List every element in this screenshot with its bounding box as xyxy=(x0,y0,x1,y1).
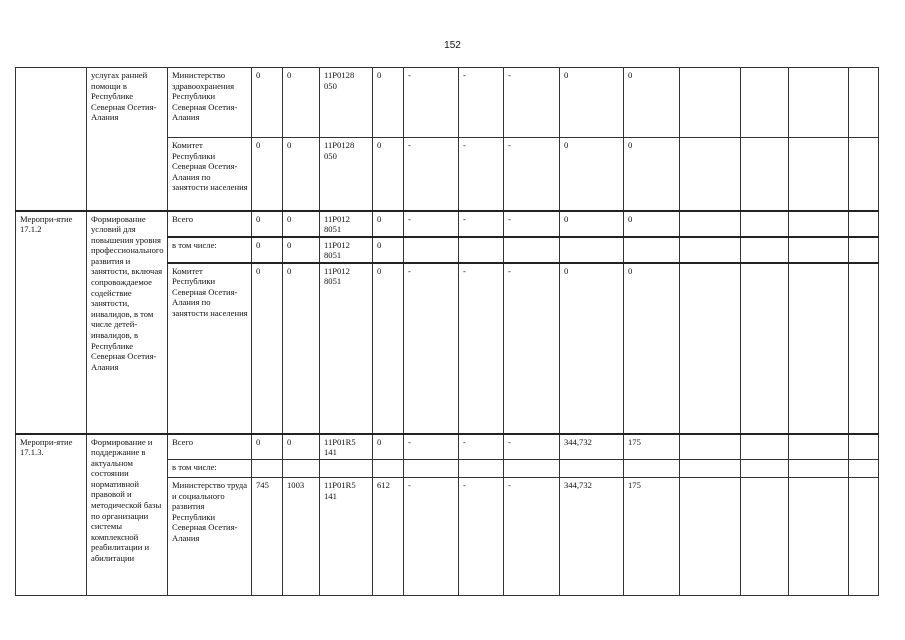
executor-cell: в том числе: xyxy=(168,237,252,263)
event-cell: Меропри-ятие 17.1.3. xyxy=(16,434,87,596)
value-cell xyxy=(624,460,680,478)
code-cell: 11Р012 8051 xyxy=(320,237,373,263)
empty-cell xyxy=(789,434,849,460)
empty-cell xyxy=(789,138,849,211)
empty-cell xyxy=(741,263,789,434)
value-cell: - xyxy=(504,138,560,211)
value-cell: - xyxy=(504,211,560,237)
value-cell: 0 xyxy=(560,68,624,138)
empty-cell xyxy=(741,68,789,138)
value-cell: 0 xyxy=(624,263,680,434)
empty-cell xyxy=(680,460,741,478)
executor-cell: в том числе: xyxy=(168,460,252,478)
budget-table xyxy=(15,67,879,596)
value-cell: 0 xyxy=(252,434,283,460)
value-cell: - xyxy=(459,211,504,237)
empty-cell xyxy=(849,68,879,138)
value-cell xyxy=(504,237,560,263)
empty-cell xyxy=(849,237,879,263)
value-cell: 0 xyxy=(283,237,320,263)
value-cell: - xyxy=(404,68,459,138)
executor-cell: Комитет Республики Северная Осетия-Алания по занятости населения xyxy=(168,263,252,434)
empty-cell xyxy=(849,460,879,478)
empty-cell xyxy=(741,460,789,478)
empty-cell xyxy=(741,237,789,263)
value-cell xyxy=(560,237,624,263)
value-cell: 1003 xyxy=(283,478,320,596)
value-cell: 0 xyxy=(373,211,404,237)
table-row xyxy=(16,211,879,237)
executor-cell: Комитет Республики Северная Осетия-Алания по занятости населения xyxy=(168,138,252,211)
value-cell: 0 xyxy=(373,68,404,138)
value-cell: 0 xyxy=(560,211,624,237)
empty-cell xyxy=(849,138,879,211)
value-cell: - xyxy=(459,138,504,211)
empty-cell xyxy=(849,478,879,596)
value-cell: 0 xyxy=(252,237,283,263)
value-cell xyxy=(560,460,624,478)
empty-cell xyxy=(741,434,789,460)
value-cell xyxy=(404,237,459,263)
value-cell: 0 xyxy=(373,138,404,211)
empty-cell xyxy=(680,263,741,434)
value-cell: 0 xyxy=(252,211,283,237)
value-cell: 0 xyxy=(373,434,404,460)
value-cell: 344,732 xyxy=(560,434,624,460)
value-cell: 0 xyxy=(252,68,283,138)
value-cell xyxy=(252,460,283,478)
value-cell: - xyxy=(459,478,504,596)
event-name-cell: Формирование условий для повышения уровня профессионального развития и занятости, включая сопровождаемое содействие занятости, инвалидов, в том числе детей-инвалидов, в Республике Северная Осетия-Алания xyxy=(87,211,168,434)
empty-cell xyxy=(680,237,741,263)
value-cell: - xyxy=(404,211,459,237)
value-cell: 0 xyxy=(624,211,680,237)
value-cell xyxy=(283,460,320,478)
empty-cell xyxy=(849,263,879,434)
value-cell: 0 xyxy=(283,211,320,237)
empty-cell xyxy=(680,211,741,237)
value-cell: 0 xyxy=(283,138,320,211)
value-cell: 175 xyxy=(624,434,680,460)
value-cell: 0 xyxy=(560,263,624,434)
value-cell: 0 xyxy=(624,68,680,138)
empty-cell xyxy=(789,263,849,434)
value-cell: 0 xyxy=(624,138,680,211)
value-cell: - xyxy=(459,68,504,138)
value-cell xyxy=(459,460,504,478)
value-cell xyxy=(373,460,404,478)
value-cell: 0 xyxy=(373,237,404,263)
value-cell xyxy=(459,237,504,263)
value-cell: 0 xyxy=(373,263,404,434)
value-cell: 0 xyxy=(283,434,320,460)
page-number: 152 xyxy=(444,40,461,51)
value-cell: - xyxy=(404,434,459,460)
table-row xyxy=(16,434,879,460)
value-cell: 612 xyxy=(373,478,404,596)
value-cell: - xyxy=(504,434,560,460)
value-cell: - xyxy=(504,263,560,434)
value-cell: - xyxy=(504,478,560,596)
event-name-cell: услугах ранней помощи в Республике Северная Осетия-Алания xyxy=(87,68,168,211)
code-cell: 11Р012 8051 xyxy=(320,211,373,237)
empty-cell xyxy=(849,434,879,460)
code-cell: 11Р0128 050 xyxy=(320,68,373,138)
empty-cell xyxy=(789,460,849,478)
empty-cell xyxy=(680,138,741,211)
value-cell: 0 xyxy=(283,68,320,138)
empty-cell xyxy=(849,211,879,237)
executor-cell: Министерство труда и социального развития Республики Северная Осетия-Алания xyxy=(168,478,252,596)
value-cell: - xyxy=(459,434,504,460)
code-cell: 11Р01R5 141 xyxy=(320,478,373,596)
empty-cell xyxy=(680,434,741,460)
value-cell: - xyxy=(404,138,459,211)
value-cell: 0 xyxy=(252,138,283,211)
empty-cell xyxy=(741,138,789,211)
code-cell xyxy=(320,460,373,478)
value-cell: 0 xyxy=(560,138,624,211)
empty-cell xyxy=(789,237,849,263)
empty-cell xyxy=(741,478,789,596)
table-row xyxy=(16,68,879,138)
empty-cell xyxy=(680,68,741,138)
value-cell: 344,732 xyxy=(560,478,624,596)
code-cell: 11Р0128 050 xyxy=(320,138,373,211)
value-cell: 0 xyxy=(252,263,283,434)
executor-cell: Всего xyxy=(168,434,252,460)
value-cell: 0 xyxy=(283,263,320,434)
empty-cell xyxy=(680,478,741,596)
executor-cell: Министерство здравоохранения Республики Северная Осетия-Алания xyxy=(168,68,252,138)
value-cell xyxy=(404,460,459,478)
empty-cell xyxy=(789,211,849,237)
value-cell: - xyxy=(404,263,459,434)
value-cell: - xyxy=(459,263,504,434)
value-cell: 175 xyxy=(624,478,680,596)
value-cell xyxy=(504,460,560,478)
code-cell: 11Р012 8051 xyxy=(320,263,373,434)
event-name-cell: Формирование и поддержание в актуальном состоянии нормативной правовой и методической базы по организации системы комплексной реабилитации и абилитации xyxy=(87,434,168,596)
empty-cell xyxy=(789,68,849,138)
value-cell xyxy=(624,237,680,263)
value-cell: 745 xyxy=(252,478,283,596)
empty-cell xyxy=(741,211,789,237)
code-cell: 11Р01R5 141 xyxy=(320,434,373,460)
empty-cell xyxy=(789,478,849,596)
executor-cell: Всего xyxy=(168,211,252,237)
value-cell: - xyxy=(404,478,459,596)
event-cell: Меропри-ятие 17.1.2 xyxy=(16,211,87,434)
value-cell: - xyxy=(504,68,560,138)
event-cell xyxy=(16,68,87,211)
